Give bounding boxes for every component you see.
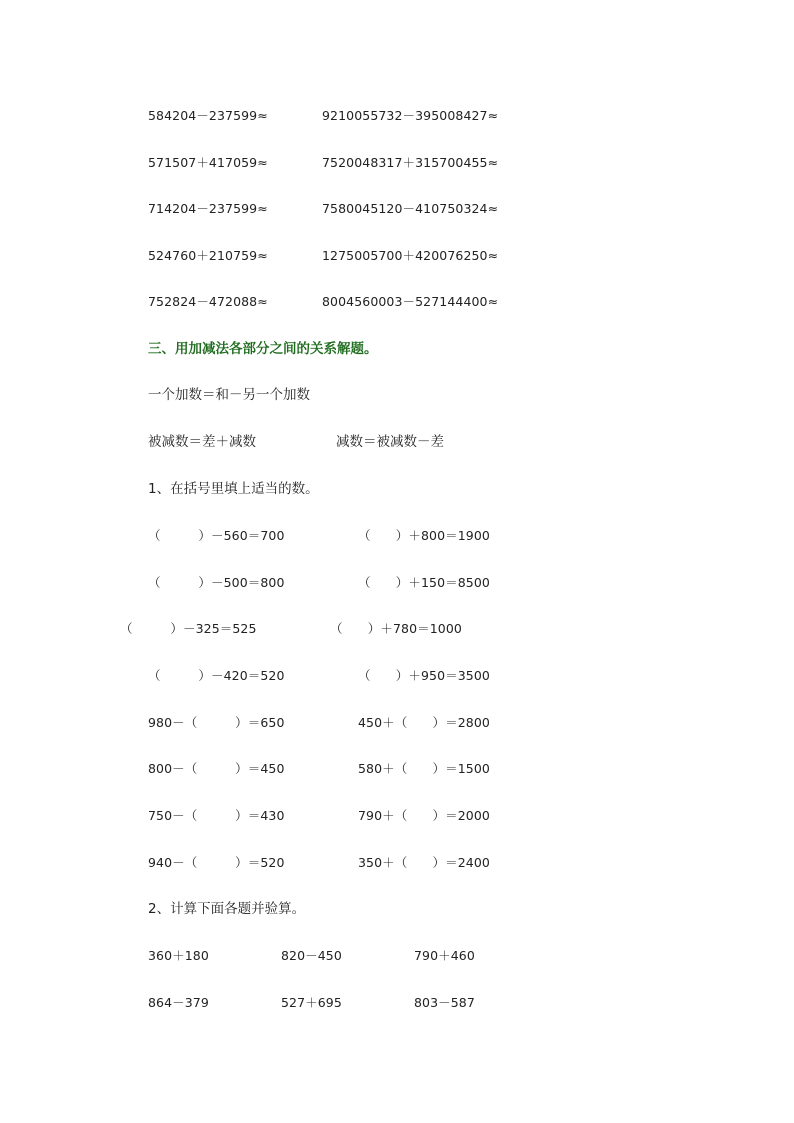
- estimate-left-4: 524760＋210759≈: [148, 248, 268, 263]
- question-1-title: 1、在括号里填上适当的数。: [148, 481, 319, 497]
- fill-left-3: （ ）－325＝525: [120, 621, 257, 636]
- estimate-right-5: 8004560003－527144400≈: [322, 294, 499, 309]
- fill-left-7: 750－（ ）＝430: [148, 808, 285, 823]
- estimate-left-5: 752824－472088≈: [148, 294, 268, 309]
- fill-right-4: （ ）＋950＝3500: [358, 668, 490, 683]
- fill-right-5: 450＋（ ）＝2800: [358, 715, 490, 730]
- fill-left-5: 980－（ ）＝650: [148, 715, 285, 730]
- rule-addend: 一个加数＝和－另一个加数: [148, 387, 310, 403]
- fill-right-3: （ ）＋780＝1000: [330, 621, 462, 636]
- calc-row2-col2: 527＋695: [281, 995, 342, 1010]
- question-2-title: 2、计算下面各题并验算。: [148, 901, 306, 917]
- fill-right-8: 350＋（ ）＝2400: [358, 855, 490, 870]
- fill-left-8: 940－（ ）＝520: [148, 855, 285, 870]
- fill-right-6: 580＋（ ）＝1500: [358, 761, 490, 776]
- calc-row1-col1: 360＋180: [148, 948, 209, 963]
- section-3-heading: 三、用加减法各部分之间的关系解题。: [148, 341, 378, 357]
- calc-row2-col1: 864－379: [148, 995, 209, 1010]
- rule-minuend: 被减数＝差＋减数: [148, 434, 256, 450]
- estimate-left-1: 584204－237599≈: [148, 108, 268, 123]
- fill-left-6: 800－（ ）＝450: [148, 761, 285, 776]
- calc-row2-col3: 803－587: [414, 995, 475, 1010]
- rule-subtrahend: 减数＝被减数－差: [336, 434, 444, 450]
- fill-left-2: （ ）－500＝800: [148, 575, 285, 590]
- estimate-right-1: 9210055732－395008427≈: [322, 108, 499, 123]
- estimate-left-2: 571507＋417059≈: [148, 155, 268, 170]
- fill-left-4: （ ）－420＝520: [148, 668, 285, 683]
- estimate-right-3: 7580045120－410750324≈: [322, 201, 499, 216]
- estimate-right-4: 1275005700＋420076250≈: [322, 248, 499, 263]
- fill-left-1: （ ）－560＝700: [148, 528, 285, 543]
- calc-row1-col2: 820－450: [281, 948, 342, 963]
- fill-right-7: 790＋（ ）＝2000: [358, 808, 490, 823]
- fill-right-1: （ ）＋800＝1900: [358, 528, 490, 543]
- estimate-right-2: 7520048317＋315700455≈: [322, 155, 499, 170]
- fill-right-2: （ ）＋150＝8500: [358, 575, 490, 590]
- estimate-left-3: 714204－237599≈: [148, 201, 268, 216]
- calc-row1-col3: 790＋460: [414, 948, 475, 963]
